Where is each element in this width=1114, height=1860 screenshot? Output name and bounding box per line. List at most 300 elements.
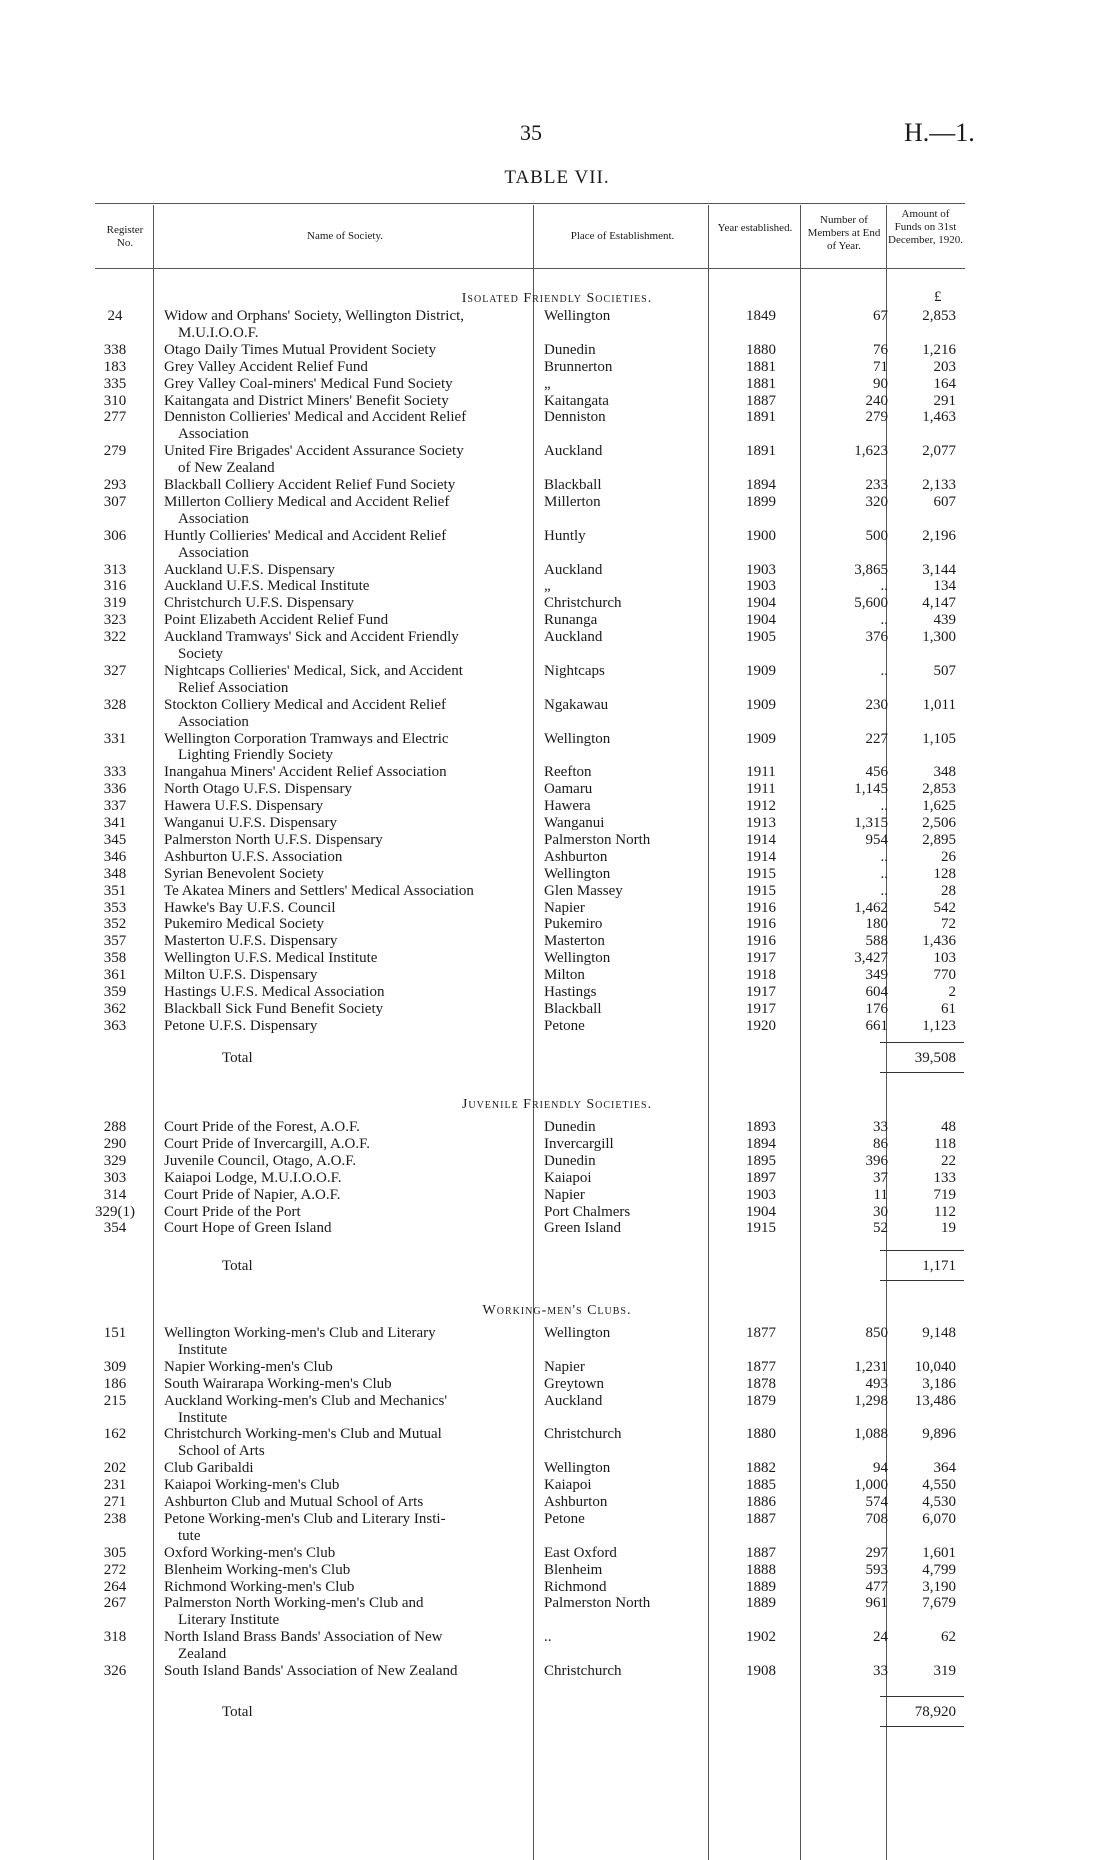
- register-no: 24: [107, 308, 123, 324]
- register-no: 293: [103, 477, 127, 493]
- society-name: Court Pride of Napier, A.O.F.: [164, 1186, 341, 1203]
- member-count: 240: [865, 392, 888, 409]
- place-of-establishment: Napier: [544, 899, 585, 916]
- total-rule-bottom: [880, 1072, 964, 1073]
- place-of-establishment: Glen Massey: [544, 882, 623, 899]
- document-code: H.—1.: [904, 118, 975, 147]
- society-name: Widow and Orphans' Society, Wellington District,: [164, 308, 465, 324]
- society-name: South Wairarapa Working-men's Club: [164, 1375, 392, 1392]
- funds-amount: 9,148: [922, 1325, 956, 1341]
- year-established: 1880: [746, 1426, 776, 1443]
- year-established: 1879: [746, 1392, 776, 1409]
- year-established: 1915: [746, 1220, 776, 1237]
- funds-amount: 719: [933, 1186, 956, 1203]
- society-name: Pukemiro Medical Society: [164, 916, 324, 933]
- register-no: 290: [103, 1135, 127, 1152]
- table-row: [0, 900, 1114, 918]
- register-no: 335: [103, 375, 127, 392]
- society-name: Kaiapoi Working-men's Club: [164, 1477, 340, 1494]
- society-name: Huntly Collieries' Medical and Accident Relief: [164, 527, 447, 544]
- place-of-establishment: Denniston: [544, 409, 606, 426]
- place-of-establishment: Auckland: [544, 561, 603, 578]
- total-label: Total: [222, 1258, 253, 1274]
- society-name: Petone Working-men's Club and Literary Insti-: [164, 1510, 446, 1527]
- register-no: 357: [103, 933, 127, 950]
- society-name: Grey Valley Accident Relief Fund: [164, 358, 368, 375]
- funds-amount: 2,506: [922, 815, 956, 831]
- society-name: Blenheim Working-men's Club: [164, 1561, 351, 1578]
- register-no: 338: [103, 341, 127, 358]
- place-of-establishment: Palmerston North: [544, 1595, 651, 1612]
- table-row: [0, 916, 1114, 934]
- register-no: 231: [103, 1477, 127, 1494]
- member-count: ..: [880, 848, 888, 865]
- table-row-continuation: [0, 1443, 1114, 1461]
- register-no: 162: [103, 1426, 127, 1443]
- member-count: 3,865: [854, 561, 888, 578]
- register-no: 341: [103, 815, 127, 831]
- society-name: Oxford Working-men's Club: [164, 1544, 336, 1561]
- register-no: 353: [103, 899, 127, 916]
- place-of-establishment: Wellington: [544, 730, 611, 747]
- place-of-establishment: Auckland: [544, 629, 603, 646]
- section-heading: Isolated Friendly Societies.: [461, 291, 653, 306]
- table-row: [0, 663, 1114, 681]
- society-name-continuation: Zealand: [178, 1646, 227, 1663]
- register-no: 306: [103, 527, 127, 544]
- year-established: 1877: [746, 1358, 776, 1375]
- place-of-establishment: Invercargill: [544, 1135, 614, 1152]
- register-no: 345: [103, 831, 127, 848]
- year-established: 1849: [746, 308, 776, 324]
- society-name: Court Hope of Green Island: [164, 1220, 332, 1237]
- society-name: Te Akatea Miners and Settlers' Medical Association: [164, 882, 474, 899]
- year-established: 1887: [746, 1544, 776, 1561]
- society-name: Auckland Working-men's Club and Mechanics': [164, 1392, 448, 1409]
- funds-amount: 164: [933, 375, 956, 392]
- funds-amount: 62: [941, 1629, 956, 1646]
- society-name: Christchurch Working-men's Club and Mutual: [164, 1426, 442, 1443]
- register-no: 313: [103, 561, 127, 578]
- society-name: Nightcaps Collieries' Medical, Sick, and Accident: [164, 662, 463, 679]
- member-count: 33: [873, 1663, 888, 1679]
- place-of-establishment: East Oxford: [544, 1544, 617, 1561]
- society-name: South Island Bands' Association of New Zealand: [164, 1663, 458, 1679]
- year-established: 1916: [746, 899, 776, 916]
- place-of-establishment: Greytown: [544, 1375, 604, 1392]
- register-no: 277: [103, 409, 127, 426]
- year-established: 1904: [746, 612, 776, 629]
- table-row: [0, 1494, 1114, 1512]
- society-name: Richmond Working-men's Club: [164, 1578, 355, 1595]
- place-of-establishment: Dunedin: [544, 1152, 596, 1169]
- total-value: 1,171: [922, 1258, 956, 1274]
- funds-amount: 3,144: [922, 561, 956, 578]
- society-name: Ashburton Club and Mutual School of Arts: [164, 1494, 424, 1510]
- total-label: Total: [222, 1704, 253, 1720]
- register-no: 183: [103, 358, 127, 375]
- member-count: 493: [865, 1375, 888, 1392]
- society-name: Stockton Colliery Medical and Accident Relief: [164, 696, 447, 713]
- society-name: Millerton Colliery Medical and Accident Relief: [164, 493, 450, 510]
- place-of-establishment: Wellington: [544, 1460, 611, 1477]
- society-name-continuation: Relief Association: [178, 679, 289, 696]
- society-name: Juvenile Council, Otago, A.O.F.: [164, 1152, 357, 1169]
- year-established: 1903: [746, 578, 776, 595]
- society-name: Palmerston North Working-men's Club and: [164, 1595, 424, 1612]
- table-row: [0, 1562, 1114, 1580]
- total-label: Total: [222, 1050, 253, 1066]
- table-row: [0, 1579, 1114, 1597]
- place-of-establishment: Kaiapoi: [544, 1169, 592, 1186]
- year-established: 1891: [746, 443, 776, 460]
- society-name: Auckland Tramways' Sick and Accident Friendly: [164, 629, 459, 646]
- funds-amount: 1,105: [922, 730, 956, 747]
- place-of-establishment: Pukemiro: [544, 916, 603, 933]
- society-name-continuation: Literary Institute: [178, 1612, 280, 1629]
- society-name: Hastings U.F.S. Medical Association: [164, 984, 385, 1000]
- society-name-continuation: School of Arts: [178, 1443, 265, 1460]
- table-row-continuation: [0, 1342, 1114, 1360]
- place-of-establishment: Hawera: [544, 798, 591, 815]
- section-heading: Working-men's Clubs.: [482, 1303, 632, 1318]
- table-row: [0, 1136, 1114, 1154]
- year-established: 1909: [746, 662, 776, 679]
- member-count: 233: [865, 477, 888, 493]
- header-name: Name of Society.: [307, 230, 383, 242]
- funds-amount: 2,853: [922, 308, 956, 324]
- register-no: 186: [103, 1375, 127, 1392]
- society-name: Court Pride of the Forest, A.O.F.: [164, 1119, 360, 1135]
- member-count: 37: [873, 1169, 888, 1186]
- year-established: 1920: [746, 1017, 776, 1034]
- table-row: [0, 1511, 1114, 1529]
- table-row-continuation: [0, 680, 1114, 698]
- table-row: [0, 1663, 1114, 1681]
- member-count: 30: [873, 1203, 888, 1220]
- year-established: 1904: [746, 595, 776, 612]
- year-established: 1877: [746, 1325, 776, 1341]
- place-of-establishment: Wellington: [544, 865, 611, 882]
- year-established: 1911: [746, 781, 776, 798]
- year-established: 1914: [746, 848, 776, 865]
- register-no: 323: [103, 612, 127, 629]
- year-established: 1916: [746, 916, 776, 933]
- table-row: [0, 1001, 1114, 1019]
- funds-amount: 2,133: [922, 477, 956, 493]
- funds-amount: 1,625: [922, 798, 956, 815]
- total-rule-bottom: [880, 1726, 964, 1727]
- year-established: 1881: [746, 358, 776, 375]
- place-of-establishment: Wellington: [544, 308, 611, 324]
- place-of-establishment: Hastings: [544, 984, 597, 1000]
- place-of-establishment: Dunedin: [544, 341, 596, 358]
- register-no: 303: [103, 1169, 127, 1186]
- table-row: [0, 815, 1114, 833]
- place-of-establishment: Runanga: [544, 612, 598, 629]
- funds-amount: 61: [941, 1000, 956, 1017]
- member-count: 500: [865, 527, 888, 544]
- register-no: 352: [103, 916, 127, 933]
- place-of-establishment: Ashburton: [544, 1494, 608, 1510]
- header-members: Number of Members at End of Year.: [807, 214, 881, 252]
- member-count: 708: [865, 1510, 888, 1527]
- register-no: 202: [103, 1460, 127, 1477]
- funds-amount: 28: [941, 882, 956, 899]
- year-established: 1895: [746, 1152, 776, 1169]
- year-established: 1915: [746, 865, 776, 882]
- member-count: ..: [880, 662, 888, 679]
- table-row-continuation: [0, 426, 1114, 444]
- register-no: 333: [103, 764, 127, 781]
- member-count: 230: [865, 696, 888, 713]
- register-no: 329: [103, 1152, 127, 1169]
- year-established: 1904: [746, 1203, 776, 1220]
- register-no: 264: [103, 1578, 127, 1595]
- funds-amount: 2,853: [922, 781, 956, 798]
- year-established: 1908: [746, 1663, 776, 1679]
- member-count: 954: [865, 831, 888, 848]
- funds-amount: 7,679: [922, 1595, 956, 1612]
- table-row: [0, 950, 1114, 968]
- funds-amount: 1,300: [922, 629, 956, 646]
- funds-amount: 1,436: [922, 933, 956, 950]
- table-row: [0, 1629, 1114, 1647]
- total-value: 39,508: [914, 1050, 956, 1066]
- table-row: [0, 1187, 1114, 1205]
- funds-amount: 2: [948, 984, 956, 1000]
- register-no: 267: [103, 1595, 127, 1612]
- member-count: 1,088: [854, 1426, 888, 1443]
- society-name-continuation: tute: [178, 1527, 201, 1544]
- register-no: 309: [103, 1358, 127, 1375]
- society-name: Auckland U.F.S. Medical Institute: [164, 578, 370, 595]
- member-count: 279: [865, 409, 888, 426]
- funds-amount: 13,486: [914, 1392, 956, 1409]
- table-row: [0, 612, 1114, 630]
- register-no: 288: [103, 1119, 127, 1135]
- member-count: 477: [865, 1578, 888, 1595]
- society-name-continuation: Association: [178, 713, 249, 730]
- funds-amount: 22: [941, 1152, 956, 1169]
- place-of-establishment: Blenheim: [544, 1561, 603, 1578]
- year-established: 1885: [746, 1477, 776, 1494]
- society-name-continuation: Association: [178, 510, 249, 527]
- register-no: 337: [103, 798, 127, 815]
- place-of-establishment: Napier: [544, 1358, 585, 1375]
- table-row-continuation: [0, 460, 1114, 478]
- funds-amount: 48: [941, 1119, 956, 1135]
- society-name: Christchurch U.F.S. Dispensary: [164, 595, 355, 612]
- funds-amount: 2,895: [922, 831, 956, 848]
- place-of-establishment: Nightcaps: [544, 662, 605, 679]
- funds-amount: 72: [941, 916, 956, 933]
- register-no: 310: [103, 392, 127, 409]
- year-established: 1891: [746, 409, 776, 426]
- year-established: 1909: [746, 696, 776, 713]
- place-of-establishment: Wanganui: [544, 815, 605, 831]
- funds-amount: 112: [934, 1203, 956, 1220]
- table-row: [0, 359, 1114, 377]
- funds-amount: 291: [933, 392, 956, 409]
- table-row: [0, 967, 1114, 985]
- section-heading: Juvenile Friendly Societies.: [461, 1097, 653, 1112]
- table-row-continuation: [0, 1528, 1114, 1546]
- place-of-establishment: „: [544, 578, 551, 595]
- funds-amount: 4,530: [922, 1494, 956, 1510]
- place-of-establishment: ..: [544, 1629, 552, 1646]
- society-name: North Otago U.F.S. Dispensary: [164, 781, 352, 798]
- society-name: Court Pride of the Port: [164, 1203, 301, 1220]
- society-name: Blackball Sick Fund Benefit Society: [164, 1000, 384, 1017]
- society-name: Wellington U.F.S. Medical Institute: [164, 950, 378, 967]
- table-row-continuation: [0, 545, 1114, 563]
- member-count: 1,298: [854, 1392, 888, 1409]
- year-established: 1902: [746, 1629, 776, 1646]
- register-no: 362: [103, 1000, 127, 1017]
- member-count: 5,600: [854, 595, 888, 612]
- place-of-establishment: Huntly: [544, 527, 586, 544]
- funds-amount: 2,196: [922, 527, 956, 544]
- year-established: 1918: [746, 967, 776, 984]
- table-row: [0, 1018, 1114, 1036]
- funds-amount: 3,190: [922, 1578, 956, 1595]
- year-established: 1909: [746, 730, 776, 747]
- table-row: [0, 1460, 1114, 1478]
- funds-amount: 4,550: [922, 1477, 956, 1494]
- year-established: 1878: [746, 1375, 776, 1392]
- society-name: Grey Valley Coal-miners' Medical Fund Society: [164, 375, 453, 392]
- society-name: Kaitangata and District Miners' Benefit Society: [164, 392, 449, 409]
- society-name: Milton U.F.S. Dispensary: [164, 967, 318, 984]
- total-rule: [880, 1250, 964, 1251]
- register-no: 336: [103, 781, 127, 798]
- funds-amount: 507: [933, 662, 956, 679]
- member-count: 961: [865, 1595, 888, 1612]
- member-count: 396: [865, 1152, 888, 1169]
- year-established: 1911: [746, 764, 776, 781]
- member-count: 11: [873, 1186, 888, 1203]
- society-name: Petone U.F.S. Dispensary: [164, 1017, 318, 1034]
- place-of-establishment: Blackball: [544, 1000, 602, 1017]
- register-no: 322: [103, 629, 127, 646]
- year-established: 1893: [746, 1119, 776, 1135]
- society-name: United Fire Brigades' Accident Assurance Society: [164, 443, 464, 460]
- society-name: Napier Working-men's Club: [164, 1358, 333, 1375]
- place-of-establishment: Green Island: [544, 1220, 622, 1237]
- year-established: 1903: [746, 1186, 776, 1203]
- member-count: 90: [873, 375, 888, 392]
- member-count: 227: [865, 730, 888, 747]
- year-established: 1917: [746, 1000, 776, 1017]
- funds-amount: 10,040: [914, 1358, 956, 1375]
- table-row: [0, 731, 1114, 749]
- funds-amount: 319: [933, 1663, 956, 1679]
- funds-amount: 2,077: [922, 443, 956, 460]
- table-row: [0, 781, 1114, 799]
- place-of-establishment: Milton: [544, 967, 585, 984]
- funds-amount: 3,186: [922, 1375, 956, 1392]
- funds-amount: 4,799: [922, 1561, 956, 1578]
- funds-amount: 118: [934, 1135, 956, 1152]
- register-no: 361: [103, 967, 127, 984]
- society-name: Auckland U.F.S. Dispensary: [164, 561, 335, 578]
- table-row: [0, 1220, 1114, 1238]
- member-count: 86: [873, 1135, 888, 1152]
- society-name: Syrian Benevolent Society: [164, 865, 324, 882]
- total-rule: [880, 1696, 964, 1697]
- funds-amount: 1,463: [922, 409, 956, 426]
- register-no: 348: [103, 865, 127, 882]
- table-row-continuation: [0, 325, 1114, 343]
- funds-amount: 364: [933, 1460, 956, 1477]
- header-place: Place of Establishment.: [570, 230, 675, 242]
- place-of-establishment: Petone: [544, 1510, 585, 1527]
- member-count: 850: [865, 1325, 888, 1341]
- table-row-continuation: [0, 646, 1114, 664]
- year-established: 1913: [746, 815, 776, 831]
- member-count: 1,000: [854, 1477, 888, 1494]
- place-of-establishment: Petone: [544, 1017, 585, 1034]
- table-row-continuation: [0, 747, 1114, 765]
- society-name: Point Elizabeth Accident Relief Fund: [164, 612, 389, 629]
- place-of-establishment: Richmond: [544, 1578, 607, 1595]
- table-row: [0, 376, 1114, 394]
- society-name: North Island Brass Bands' Association of New: [164, 1629, 443, 1646]
- place-of-establishment: Christchurch: [544, 1663, 622, 1679]
- table-row: [0, 1119, 1114, 1137]
- society-name-continuation: Association: [178, 426, 249, 443]
- register-no: 314: [103, 1186, 127, 1203]
- place-of-establishment: Millerton: [544, 493, 601, 510]
- register-no: 354: [103, 1220, 127, 1237]
- society-name: Wanganui U.F.S. Dispensary: [164, 815, 337, 831]
- register-no: 271: [103, 1494, 127, 1510]
- place-of-establishment: Christchurch: [544, 595, 622, 612]
- year-established: 1899: [746, 493, 776, 510]
- place-of-establishment: Port Chalmers: [544, 1203, 631, 1220]
- member-count: 604: [865, 984, 888, 1000]
- funds-amount: 1,216: [922, 341, 956, 358]
- society-name: Kaiapoi Lodge, M.U.I.O.O.F.: [164, 1169, 342, 1186]
- register-no: 326: [103, 1663, 127, 1679]
- table-row: [0, 764, 1114, 782]
- society-name-continuation: Institute: [178, 1341, 228, 1358]
- register-no: 307: [103, 493, 127, 510]
- table-row-continuation: [0, 714, 1114, 732]
- register-no: 215: [103, 1392, 127, 1409]
- year-established: 1897: [746, 1169, 776, 1186]
- member-count: 24: [873, 1629, 888, 1646]
- place-of-establishment: Masterton: [544, 933, 605, 950]
- table-row: [0, 1153, 1114, 1171]
- table-row: [0, 1595, 1114, 1613]
- funds-amount: 607: [933, 493, 956, 510]
- member-count: 1,145: [854, 781, 888, 798]
- place-of-establishment: Wellington: [544, 1325, 611, 1341]
- funds-amount: 9,896: [922, 1426, 956, 1443]
- table-row-continuation: [0, 511, 1114, 529]
- year-established: 1887: [746, 392, 776, 409]
- register-no: 305: [103, 1544, 127, 1561]
- table-row: [0, 409, 1114, 427]
- member-count: 1,462: [854, 899, 888, 916]
- member-count: 593: [865, 1561, 888, 1578]
- table-row: [0, 308, 1114, 326]
- header-funds: Amount of Funds on 31st December, 1920.: [888, 208, 964, 246]
- table-row-continuation: [0, 1410, 1114, 1428]
- total-value: 78,920: [914, 1704, 956, 1720]
